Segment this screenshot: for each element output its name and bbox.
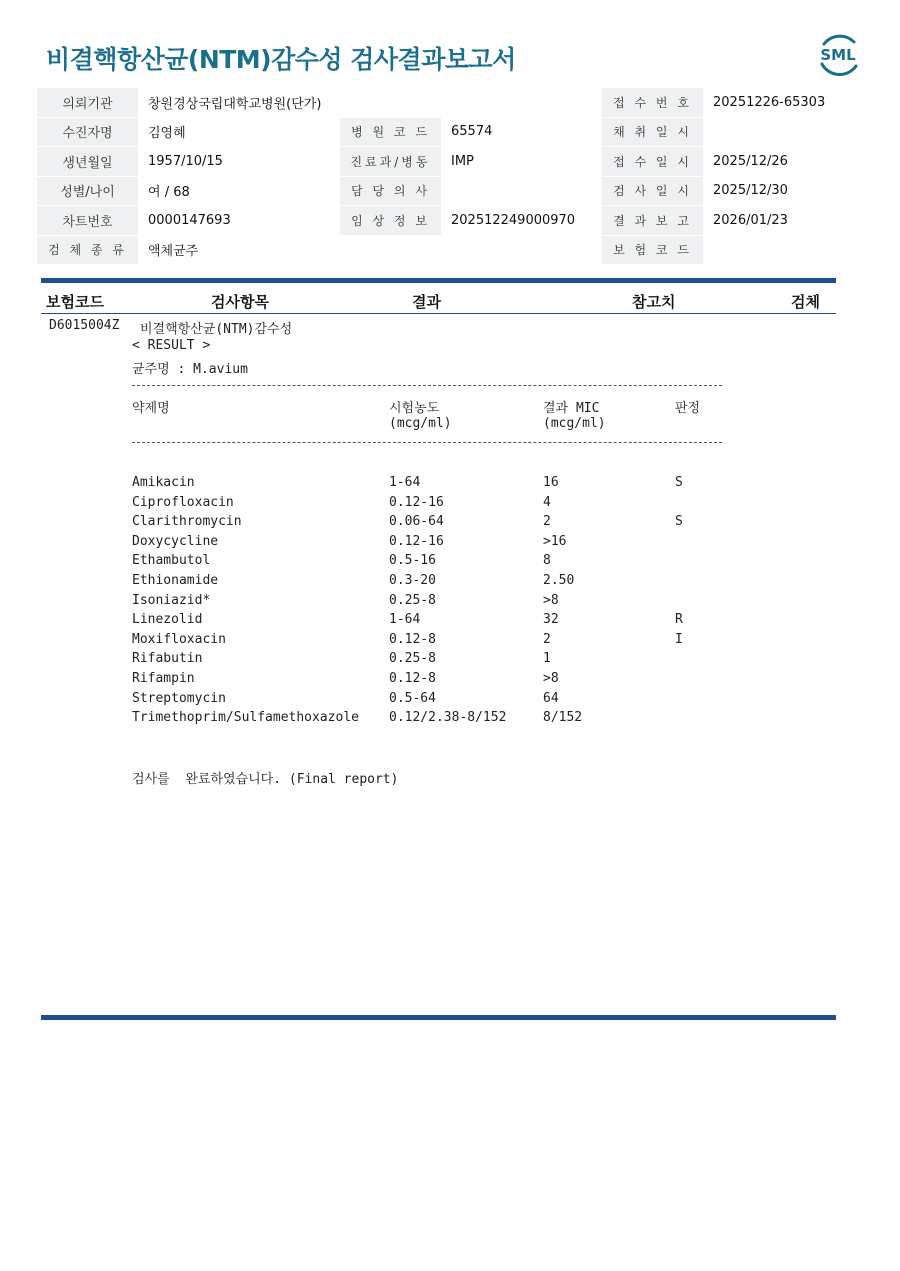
drug-test-range: 0.25-8	[389, 651, 436, 667]
info-value: 2025/12/26	[703, 147, 864, 177]
drug-name: Ethambutol	[132, 553, 211, 569]
drug-name: Ciprofloxacin	[132, 494, 234, 510]
info-value: 액체균주	[138, 235, 602, 265]
info-label: 접 수 일 시	[602, 147, 703, 177]
drug-mic: 4	[543, 494, 551, 510]
drug-interpretation: S	[675, 475, 683, 490]
drug-test-range: 0.3-20	[389, 573, 436, 588]
drug-mic: 32	[543, 612, 559, 628]
drug-name: Rifampin	[132, 671, 195, 686]
info-label: 채 취 일 시	[602, 117, 703, 147]
info-value: 20251226-65303	[703, 88, 864, 117]
page-title: 비결핵항산균(NTM)감수성 검사결과보고서	[46, 45, 516, 74]
header-underline	[41, 313, 836, 314]
col-interpretation: 판정	[675, 401, 701, 416]
col-mic: 결과 MIC	[543, 401, 600, 416]
drug-test-range: 0.12/2.38-8/152	[389, 710, 507, 726]
info-row	[37, 176, 864, 206]
drug-mic: 8/152	[543, 710, 583, 726]
drug-name: Amikacin	[132, 475, 195, 490]
info-value: 2025/12/30	[703, 176, 864, 206]
info-row	[37, 88, 864, 117]
col-mic-unit: (mcg/ml)	[543, 416, 606, 431]
info-value: 창원경상국립대학교병원(단가)	[138, 88, 602, 117]
info-value	[703, 235, 864, 265]
drug-name: Clarithromycin	[132, 514, 242, 530]
info-row	[37, 147, 864, 177]
info-value	[441, 176, 602, 206]
logo-text: SML	[820, 46, 856, 64]
drug-test-range: 0.12-16	[389, 533, 444, 549]
drug-interpretation: I	[675, 631, 683, 647]
dashed-separator	[132, 385, 722, 386]
patient-info-table	[37, 88, 864, 265]
test-name: 비결핵항산균(NTM)감수성	[140, 322, 293, 337]
drug-mic: >8	[543, 592, 559, 608]
drug-mic: >8	[543, 671, 559, 686]
info-label: 수진자명	[37, 117, 138, 147]
drug-test-range: 0.06-64	[389, 514, 444, 530]
info-row	[37, 206, 864, 236]
info-label: 검 사 일 시	[602, 176, 703, 206]
drug-test-range: 1-64	[389, 475, 421, 490]
drug-name: Ethionamide	[132, 573, 219, 588]
header-test-item: 검사항목	[211, 293, 269, 311]
info-value: 여 / 68	[138, 176, 340, 206]
info-label: 보 험 코 드	[602, 235, 703, 265]
drug-test-range: 1-64	[389, 612, 421, 628]
dashed-separator	[132, 442, 722, 443]
drug-mic: 2	[543, 514, 551, 530]
final-report-note: 검사를 완료하였습니다. (Final report)	[132, 772, 399, 787]
drug-mic: 8	[543, 553, 551, 569]
info-label: 병 원 코 드	[340, 117, 441, 147]
info-value: 0000147693	[138, 206, 340, 236]
drug-name: Streptomycin	[132, 690, 226, 706]
info-label: 차트번호	[37, 206, 138, 236]
drug-mic: 2.50	[543, 573, 575, 588]
info-label: 진료과/병동	[340, 147, 441, 177]
organism-name: 균주명 : M.avium	[132, 362, 248, 377]
drug-mic: 1	[543, 651, 551, 667]
drug-interpretation: R	[675, 612, 683, 628]
info-value: IMP	[441, 147, 602, 177]
drug-interpretation: S	[675, 514, 683, 530]
col-concentration-unit: (mcg/ml)	[389, 416, 452, 431]
info-label: 성별/나이	[37, 176, 138, 206]
insurance-code: D6015004Z	[49, 318, 120, 333]
info-value: 김영혜	[138, 117, 340, 147]
header-reference: 참고치	[632, 293, 676, 311]
result-tag: < RESULT >	[132, 338, 211, 353]
col-drug-name: 약제명	[132, 401, 170, 416]
info-label: 담 당 의 사	[340, 176, 441, 206]
drug-name: Moxifloxacin	[132, 631, 226, 647]
drug-test-range: 0.12-16	[389, 494, 444, 510]
drug-name: Trimethoprim/Sulfamethoxazole	[132, 710, 359, 726]
info-label: 임 상 정 보	[340, 206, 441, 236]
sml-logo-icon	[814, 30, 862, 78]
info-value: 2026/01/23	[703, 206, 864, 236]
info-value: 202512249000970	[441, 206, 602, 236]
drug-mic: >16	[543, 533, 567, 549]
info-row	[37, 117, 864, 147]
drug-name: Isoniazid*	[132, 592, 211, 608]
info-label: 의뢰기관	[37, 88, 138, 117]
drug-mic: 2	[543, 631, 551, 647]
info-value	[703, 117, 864, 147]
info-value: 1957/10/15	[138, 147, 340, 177]
drug-name: Linezolid	[132, 612, 203, 628]
drug-test-range: 0.5-16	[389, 553, 436, 569]
drug-test-range: 0.12-8	[389, 631, 436, 647]
drug-name: Rifabutin	[132, 651, 203, 667]
col-test-concentration: 시험농도	[389, 401, 440, 416]
bottom-divider	[41, 1015, 836, 1020]
drug-test-range: 0.12-8	[389, 671, 436, 686]
info-label: 검 체 종 류	[37, 235, 138, 265]
info-label: 결 과 보 고	[602, 206, 703, 236]
info-row	[37, 235, 864, 265]
info-label: 생년월일	[37, 147, 138, 177]
top-divider	[41, 278, 836, 283]
drug-mic: 16	[543, 475, 559, 490]
drug-name: Doxycycline	[132, 533, 219, 549]
drug-mic: 64	[543, 690, 559, 706]
info-label: 접 수 번 호	[602, 88, 703, 117]
info-value: 65574	[441, 117, 602, 147]
header-result: 결과	[412, 293, 441, 311]
drug-test-range: 0.5-64	[389, 690, 436, 706]
header-insurance-code: 보험코드	[46, 293, 104, 311]
drug-test-range: 0.25-8	[389, 592, 436, 608]
header-specimen: 검체	[791, 293, 820, 311]
